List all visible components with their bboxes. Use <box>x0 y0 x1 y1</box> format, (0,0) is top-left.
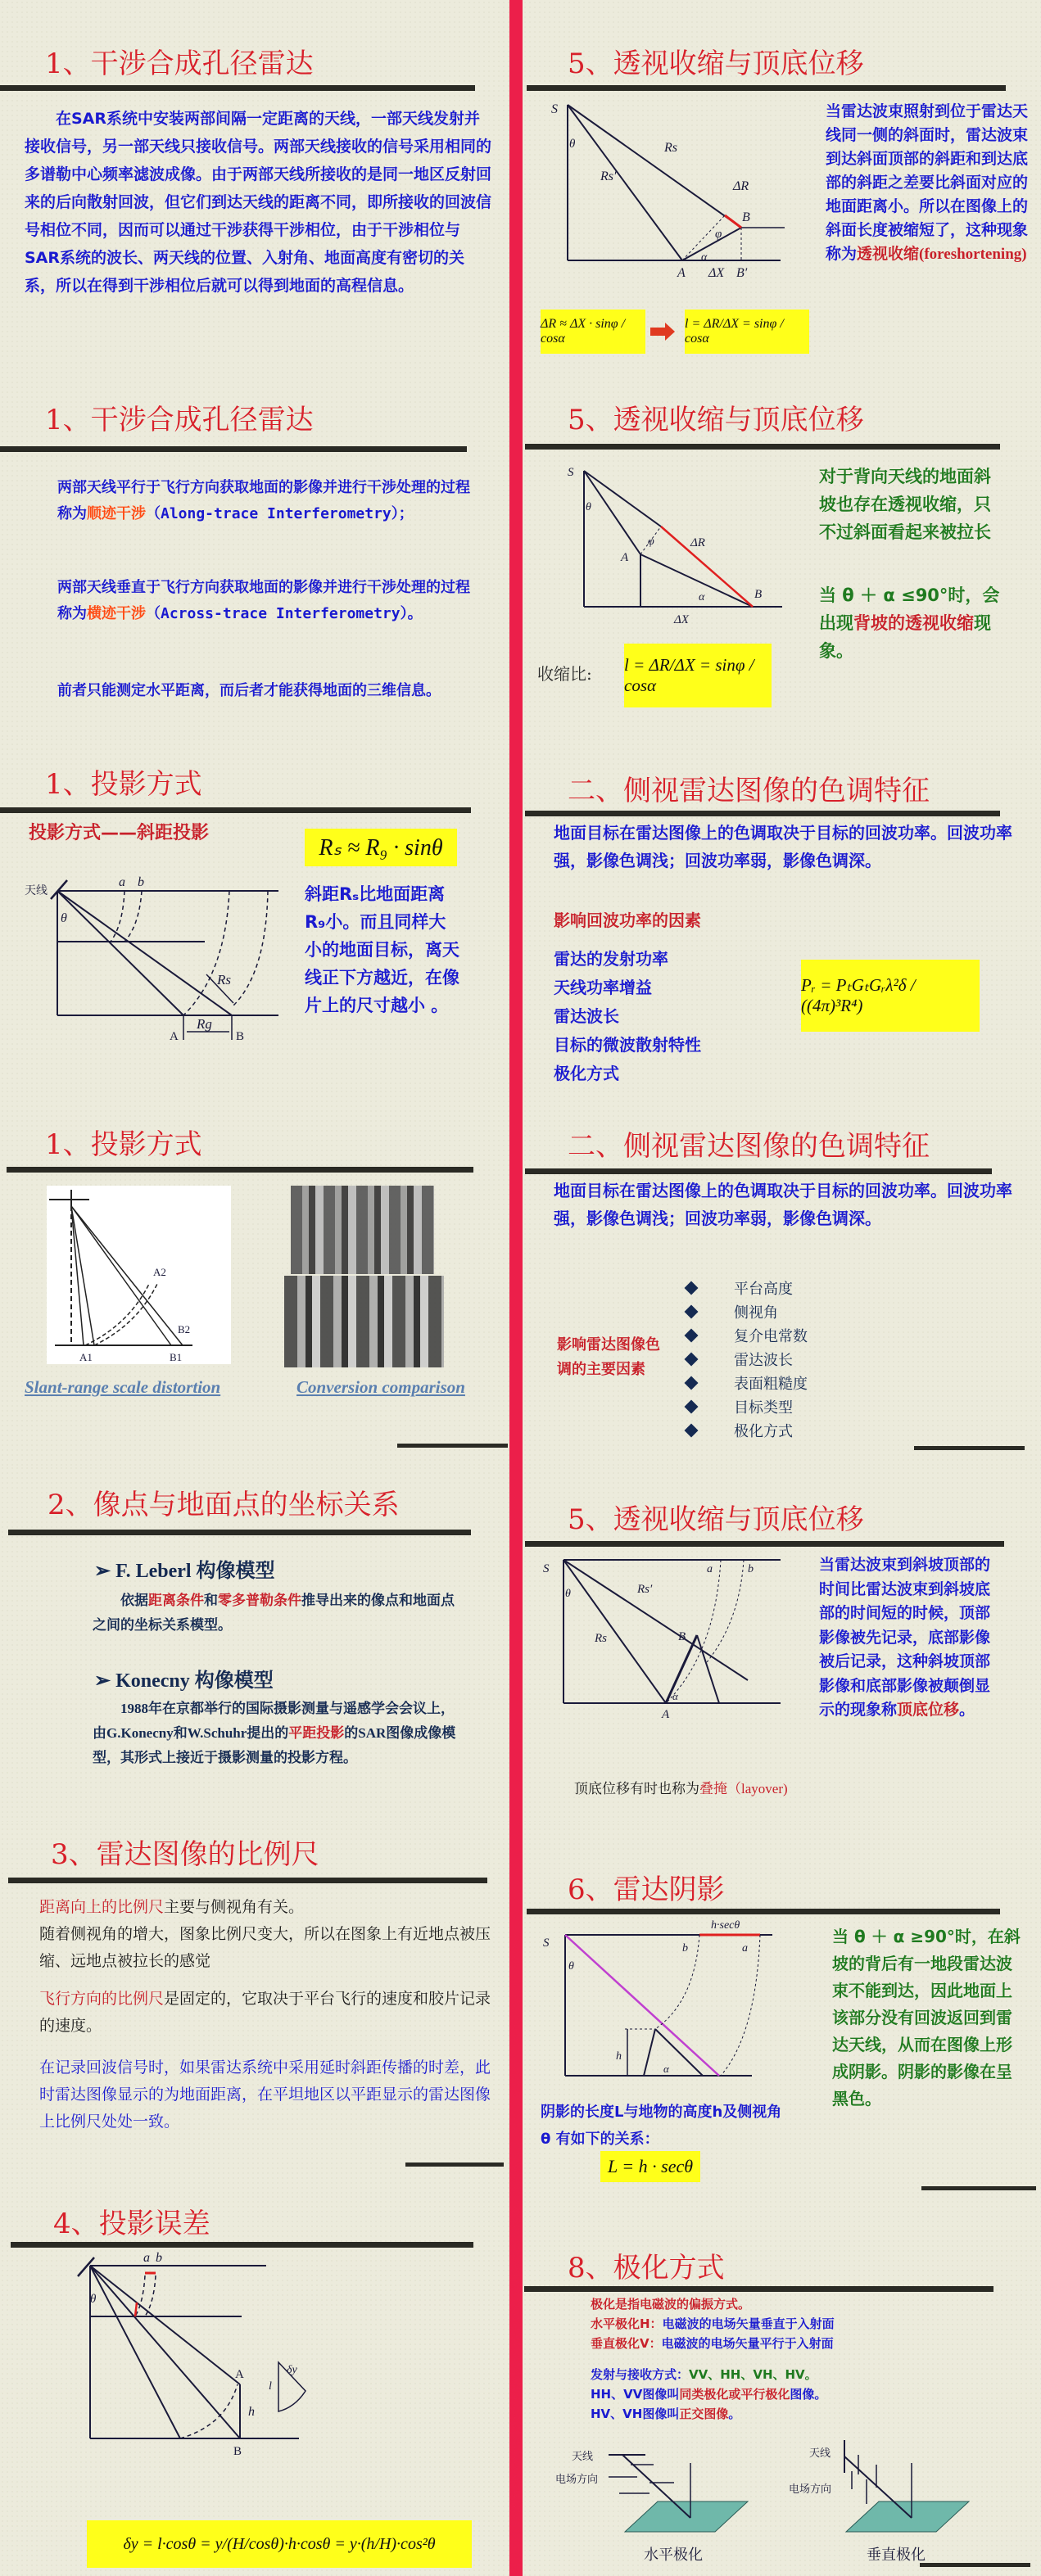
horizontal-polarization-diagram <box>555 2440 752 2563</box>
slide-insar-intro <box>0 0 509 360</box>
range-scale-text: 距离向上的比例尺主要与侧视角有关。 随着侧视角的增大，图象比例尺变大，所以在图象上有近地点被压缩、远地点被拉长的感觉 <box>39 1898 491 1970</box>
projection-error-diagram <box>78 2253 307 2458</box>
svg-text:Rs: Rs <box>664 141 677 155</box>
slide-title: 8、极化方式 <box>568 2252 725 2285</box>
svg-text:B1: B1 <box>170 1351 183 1363</box>
svg-text:ΔX: ΔX <box>674 613 689 626</box>
svg-text:θ: θ <box>569 138 576 151</box>
svg-text:φ: φ <box>715 228 722 241</box>
caption-conversion: Conversion comparison <box>296 1377 465 1397</box>
leberl-body: 依据距离条件和零多普勒条件推导出来的像点和地面点之间的坐标关系模型。 <box>93 1593 455 1633</box>
end-rule <box>920 2563 1030 2567</box>
svg-text:电场方向: 电场方向 <box>789 2483 832 2495</box>
svg-text:天线: 天线 <box>809 2447 831 2459</box>
svg-text:天线: 天线 <box>25 885 48 897</box>
slide-back-slope <box>523 360 1041 737</box>
along-track-term: 顺迹干涉 <box>87 505 146 522</box>
slide-title: 1、投影方式 <box>45 1128 202 1161</box>
shadow-formula: L = h · secθ <box>600 2151 700 2182</box>
slide-tone-factors <box>523 1089 1041 1466</box>
svg-text:α: α <box>663 2063 669 2075</box>
svg-text:B: B <box>754 588 763 601</box>
slide-tone-power <box>523 737 1041 1089</box>
title-rule <box>525 444 1000 450</box>
svg-text:a: a <box>707 1563 713 1575</box>
svg-text:A: A <box>677 266 686 280</box>
slide-radar-shadow <box>523 1822 1041 2194</box>
slide-slant-projection <box>0 737 509 1089</box>
error-triangle-detail <box>270 2358 319 2416</box>
slide-coordinate-models <box>0 1466 509 1822</box>
konecny-heading: ➢ Konecny 构像模型 <box>94 1670 274 1692</box>
across-track-paragraph: 两部天线垂直于飞行方向获取地面的影像并进行干涉处理的过程称为横迹干涉（Across-trace Interferometry）。 <box>57 579 470 622</box>
svg-text:S: S <box>543 1562 550 1575</box>
svg-text:α: α <box>701 251 708 264</box>
title-rule <box>527 1909 1000 1914</box>
title-rule <box>0 807 471 813</box>
slide-radar-scale <box>0 1822 509 2194</box>
svg-text:b: b <box>682 1942 688 1955</box>
layover-diagram <box>539 1556 785 1720</box>
svg-text:θ: θ <box>61 911 67 925</box>
formula-delta-r: ΔR ≈ ΔX · sinφ / cosα <box>541 310 645 354</box>
svg-text:垂直极化: 垂直极化 <box>867 2547 926 2563</box>
svg-text:l: l <box>269 2380 272 2393</box>
svg-text:天线: 天线 <box>572 2450 594 2462</box>
projection-error-formula: δy = l·cosθ = y/(H/cosθ)·h·cosθ = y·(h/H)·cos²θ <box>87 2520 472 2568</box>
slide-title: 3、雷达图像的比例尺 <box>51 1838 319 1871</box>
factor-item: 天线功率增益 <box>554 978 652 997</box>
svg-text:A1: A1 <box>79 1351 93 1363</box>
factor-bullet-list <box>686 1276 808 1442</box>
vertical-polarization-diagram <box>785 2432 998 2563</box>
slide-layover <box>523 1466 1041 1822</box>
tone-description: 地面目标在雷达图像上的色调取决于目标的回波功率。回波功率强，影像色调浅；回波功率弱，影像色调深。 <box>554 823 1012 870</box>
svg-text:ΔX: ΔX <box>708 266 725 280</box>
formula-rs-rg: Rₛ ≈ R₉ · sinθ <box>305 829 457 866</box>
svg-text:b: b <box>138 875 144 889</box>
back-slope-condition: 当 θ ＋ α ≤90°时，会出现背坡的透视收缩现象。 <box>819 585 1000 661</box>
svg-text:b: b <box>156 2251 162 2265</box>
across-track-term: 横迹干涉 <box>87 605 146 622</box>
title-rule <box>0 85 475 91</box>
diamond-bullet-icon <box>685 1423 699 1437</box>
svg-text:S: S <box>568 466 574 479</box>
svg-text:α: α <box>672 1690 678 1702</box>
slant-distortion-figure <box>47 1186 231 1364</box>
svg-text:h: h <box>616 2050 622 2063</box>
title-rule <box>525 811 1000 816</box>
polarization-text: 极化是指电磁波的偏振方式。 水平极化H：电磁波的电场矢量垂直于入射面 垂直极化V：电磁波的电场矢量平行于入射面 发射与接收方式：VV、HH、VH、HV。 HH、VV图像叫同类极化或平行极化图像。 HV、VH图像叫正交图像。 <box>591 2297 835 2421</box>
bullet-item: 极化方式 <box>686 1418 808 1442</box>
slide-title: 4、投影误差 <box>53 2208 210 2240</box>
slide-title: 5、透视收缩与顶底位移 <box>568 1503 864 1536</box>
title-rule <box>11 2242 473 2248</box>
svg-text:a: a <box>143 2251 150 2265</box>
svg-text:S: S <box>543 1937 550 1950</box>
slide-title: 1、干涉合成孔径雷达 <box>45 47 314 80</box>
diamond-bullet-icon <box>685 1281 699 1295</box>
svg-text:电场方向: 电场方向 <box>555 2473 599 2485</box>
factor-item: 极化方式 <box>554 1064 619 1083</box>
factor-item: 目标的微波散射特性 <box>554 1035 701 1055</box>
back-slope-text: 对于背向天线的地面斜坡也存在透视收缩，只不过斜面看起来被拉长 <box>819 467 991 542</box>
caption-slant-range: Slant-range scale distortion <box>25 1377 221 1397</box>
title-rule <box>8 1878 487 1883</box>
slide-title: 5、透视收缩与顶底位移 <box>568 404 864 436</box>
factor-item: 雷达波长 <box>554 1006 619 1026</box>
title-rule <box>7 1167 473 1173</box>
slide-title: 二、侧视雷达图像的色调特征 <box>568 775 930 807</box>
end-rule <box>397 1444 508 1448</box>
back-slope-diagram <box>568 463 797 626</box>
svg-text:Rg: Rg <box>197 1016 212 1032</box>
sar-image-slant <box>291 1186 434 1274</box>
diamond-bullet-icon <box>685 1376 699 1390</box>
svg-text:ΔR: ΔR <box>733 179 749 193</box>
title-rule <box>525 1168 992 1174</box>
formula-ratio: l = ΔR/ΔX = sinφ / cosα <box>685 310 809 354</box>
subtitle: 投影方式——斜距投影 <box>29 823 210 843</box>
slide-projection-compare <box>0 1089 509 1466</box>
svg-text:a: a <box>742 1942 748 1955</box>
diamond-bullet-icon <box>685 1352 699 1366</box>
radar-equation: Pᵣ = PₜGₜGᵣλ²δ / ((4π)³R⁴) <box>801 960 980 1032</box>
svg-text:θ: θ <box>90 2293 97 2306</box>
bullet-item: 雷达波长 <box>686 1347 808 1371</box>
svg-text:h·secθ: h·secθ <box>711 1919 740 1932</box>
bullet-item: 复介电常数 <box>686 1323 808 1347</box>
layover-footnote: 顶底位移有时也称为叠掩（layover) <box>574 1781 788 1797</box>
shadow-caption: 阴影的长度L与地物的高度h及侧视角 θ 有如下的关系： <box>541 2104 782 2148</box>
leberl-heading: ➢ F. Leberl 构像模型 <box>94 1561 275 1582</box>
slide-insar-types <box>0 360 509 737</box>
left-column <box>0 0 509 2576</box>
factors-heading: 影响回波功率的因素 <box>554 911 701 930</box>
slant-explanation: 斜距Rₛ比地面距离R₉小。而且同样大小的地面目标，离天线正下方越近，在像片上的尺寸越小 。 <box>305 884 459 1015</box>
right-column <box>523 0 1041 2576</box>
svg-text:δy: δy <box>287 2364 297 2376</box>
diamond-bullet-icon <box>685 1399 699 1413</box>
slide-title: 2、像点与地面点的坐标关系 <box>48 1489 400 1521</box>
slide-title: 二、侧视雷达图像的色调特征 <box>568 1130 930 1163</box>
slide-foreshortening <box>523 0 1041 360</box>
svg-text:θ: θ <box>568 1960 574 1973</box>
title-rule <box>8 1530 471 1535</box>
end-rule <box>921 2186 1036 2190</box>
side-label: 影响雷达图像色调的主要因素 <box>557 1336 660 1378</box>
svg-text:a: a <box>119 875 125 889</box>
slide-title: 5、透视收缩与顶底位移 <box>568 47 864 80</box>
svg-text:B2: B2 <box>178 1323 191 1335</box>
slide-polarization <box>523 2194 1041 2576</box>
body-text: 在SAR系统中安装两部间隔一定距离的天线，一部天线发射并接收信号，另一部天线只接收信号。两部天线接收的信号采用相同的多谱勒中心频率滤波成像。由于两部天线所接收的是同一地区反射回来的后向散射回波，但它们到达天线的距离不同，即所接收的回波信号相位不同，因而可以通过干涉获得干涉相位，由于干涉相位与SAR系统的波长、两天线的位置、入射角、地面高度有密切的关系，所以在得到干涉相位后就可以得到地面的高程信息。 <box>25 110 492 295</box>
slide-title: 1、投影方式 <box>45 768 202 801</box>
slide-title: 6、雷达阴影 <box>568 1873 725 1906</box>
title-rule <box>527 85 1006 91</box>
svg-text:B: B <box>233 2445 242 2458</box>
end-rule <box>405 2162 504 2167</box>
svg-text:Rs′: Rs′ <box>637 1583 653 1596</box>
sar-image-ground <box>284 1276 444 1367</box>
svg-text:Rs: Rs <box>217 972 231 987</box>
svg-text:水平极化: 水平极化 <box>644 2547 703 2563</box>
bullet-item: 平台高度 <box>686 1276 808 1299</box>
diamond-bullet-icon <box>685 1304 699 1318</box>
foreshortening-diagram <box>551 98 805 282</box>
svg-text:B: B <box>236 1030 245 1043</box>
svg-text:B: B <box>678 1630 686 1643</box>
ground-range-text: 在记录回波信号时，如果雷达系统中采用延时斜距传播的时差，此时雷达图像显示的为地面距离，在平坦地区以平距显示的雷达图像上比例尺处处一致。 <box>39 2059 491 2131</box>
column-divider <box>509 0 523 2576</box>
konecny-body: 1988年在京都举行的国际摄影测量与遥感学会会议上，由G.Konecny和W.Schuhr提出的平距投影的SAR图像成像模型，其形式上接近于摄影测量的投影方程。 <box>93 1701 456 1765</box>
factor-item: 雷达的发射功率 <box>554 949 668 969</box>
svg-text:φ: φ <box>648 536 654 548</box>
slide-projection-error <box>0 2194 509 2576</box>
svg-text:A: A <box>170 1030 179 1043</box>
svg-text:B′: B′ <box>736 266 748 280</box>
svg-text:ΔR: ΔR <box>690 536 705 549</box>
conclusion-text: 前者只能测定水平距离，而后者才能获得地面的三维信息。 <box>57 682 441 699</box>
svg-text:Rs: Rs <box>595 1632 607 1645</box>
bullet-item: 表面粗糙度 <box>686 1371 808 1394</box>
svg-text:B: B <box>742 210 750 224</box>
svg-text:h: h <box>248 2405 255 2419</box>
azimuth-scale-text: 飞行方向的比例尺是固定的，它取决于平台飞行的速度和胶片记录的速度。 <box>39 1990 491 2035</box>
svg-text:S: S <box>551 102 558 116</box>
layover-text: 当雷达波束到斜坡顶部的时间比雷达波束到斜坡底部的时间短的时候，顶部影像被先记录，底部影像被后记录，这种斜坡顶部影像和底部影像被颠倒显示的现象称顶底位移。 <box>819 1556 991 1719</box>
svg-text:A: A <box>662 1708 670 1721</box>
tone-description: 地面目标在雷达图像上的色调取决于目标的回波功率。回波功率强，影像色调浅；回波功率弱，影像色调深。 <box>554 1181 1012 1228</box>
along-track-paragraph: 两部天线平行于飞行方向获取地面的影像并进行干涉处理的过程称为顺迹干涉（Along-trace Interferometry）； <box>57 479 470 522</box>
slide-title: 1、干涉合成孔径雷达 <box>45 404 314 436</box>
svg-text:A: A <box>621 551 629 564</box>
svg-text:b: b <box>748 1563 754 1575</box>
formula-shrink-ratio: l = ΔR/ΔX = sinφ / cosα <box>624 644 772 707</box>
svg-text:θ: θ <box>565 1588 571 1600</box>
foreshortening-text: 当雷达波束照射到位于雷达天线同一侧的斜面时，雷达波束到达斜面顶部的斜距和到达底部的斜距之差要比斜面对应的地面距离小。所以在图像上的斜面长度被缩短了，这种现象称为透视收缩(foreshortening) <box>826 102 1029 263</box>
ratio-label: 收缩比: <box>537 664 592 684</box>
shadow-text: 当 θ ＋ α ≥90°时，在斜坡的背后有一地段雷达波束不能到达，因此地面上该部分没有回波返回到雷达天线，从而在图像上形成阴影。阴影的影像在呈黑色。 <box>832 1927 1021 2108</box>
svg-text:θ: θ <box>586 501 591 513</box>
svg-text:Rs′: Rs′ <box>600 169 617 183</box>
svg-text:A2: A2 <box>153 1266 166 1278</box>
svg-text:A: A <box>235 2368 244 2381</box>
end-rule <box>914 1446 1025 1450</box>
factor-list <box>554 945 701 1088</box>
bullet-item: 目标类型 <box>686 1394 808 1418</box>
title-rule <box>0 446 467 452</box>
bullet-item: 侧视角 <box>686 1299 808 1323</box>
svg-text:α: α <box>699 591 705 603</box>
shadow-diagram <box>539 1920 785 2084</box>
slant-range-diagram <box>25 875 295 1048</box>
diamond-bullet-icon <box>685 1328 699 1342</box>
title-rule <box>525 1541 1004 1547</box>
title-rule <box>524 2286 993 2292</box>
